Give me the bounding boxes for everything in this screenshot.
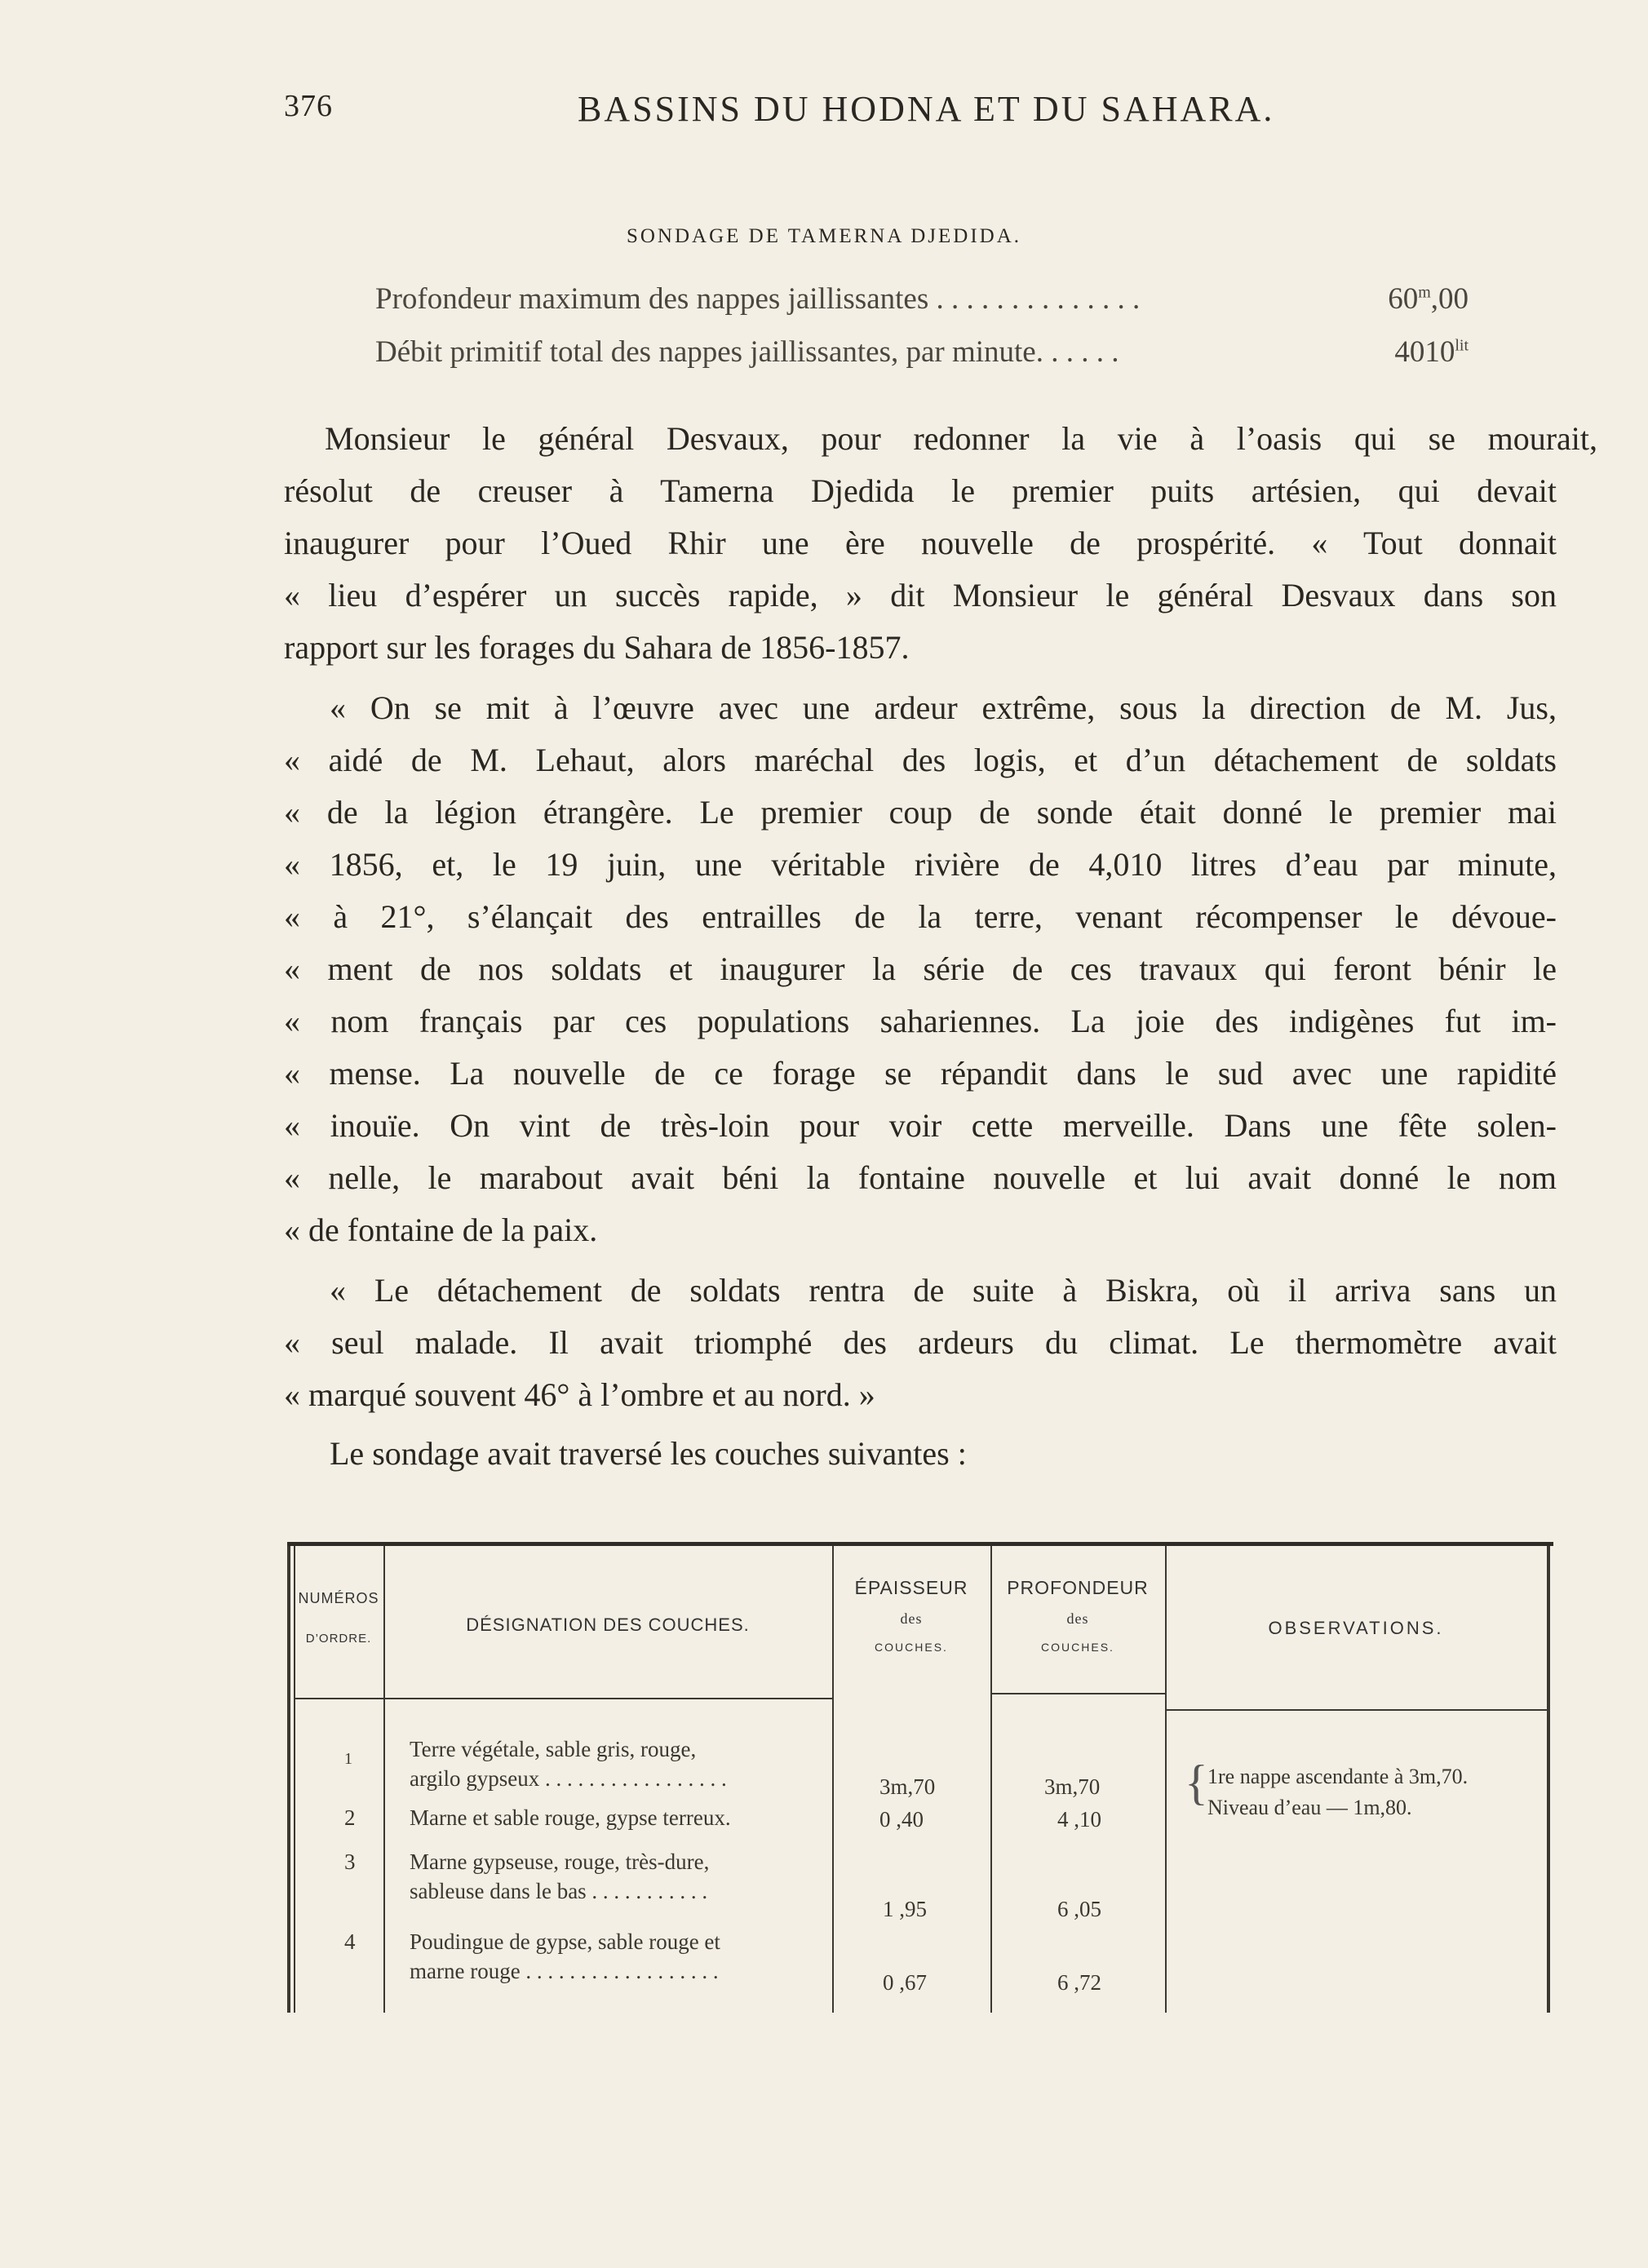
row-number: 4 (344, 1929, 356, 1954)
table-rule (287, 1546, 290, 2013)
table-rule (990, 1693, 1167, 1694)
layer-thickness: 0 ,40 (879, 1807, 924, 1832)
text-line: « aidé de M. Lehaut, alors maréchal des logis, et d’un détachement de soldats (284, 742, 1557, 778)
layer-designation: Terre végétale, sable gris, rouge, (410, 1737, 697, 1761)
text-line: « 1856, et, le 19 juin, une véritable rivière de 4,010 litres d’eau par minute, (284, 846, 1557, 883)
spec-value: $4010^{lit}$ (1394, 335, 1469, 369)
running-title: BASSINS DU HODNA ET DU SAHARA. (578, 89, 1275, 129)
header-numeros: NUMÉROS D’ORDRE. (298, 1590, 379, 1646)
observation-line: Niveau d’eau — 1m,80. (1207, 1796, 1412, 1819)
text-line: Monsieur le général Desvaux, pour redonner la vie à l’oasis qui se mourait, (325, 420, 1597, 457)
text-line: « seul malade. Il avait triomphé des ardeurs du climat. Le thermomètre avait (284, 1324, 1557, 1361)
layer-designation: Poudingue de gypse, sable rouge et (410, 1929, 720, 1954)
spec-line-flow (375, 334, 1469, 375)
row-number: 2 (344, 1805, 356, 1830)
table-rule (1165, 1709, 1548, 1711)
header-designation: DÉSIGNATION DES COUCHES. (466, 1615, 750, 1635)
text-line: « à 21°, s’élançait des entrailles de la terre, venant récompenser le dévoue- (284, 898, 1557, 935)
brace-glyph: { (1185, 1756, 1208, 1810)
text-line: « Le détachement de soldats rentra de suite à Biskra, où il arriva sans un (330, 1272, 1557, 1309)
layer-depth: 6 ,05 (1057, 1897, 1101, 1921)
layer-designation: sableuse dans le bas . . . . . . . . . . . (410, 1879, 708, 1903)
running-head (284, 88, 1557, 137)
table-rule (1547, 1546, 1550, 2013)
observation-line: 1re nappe ascendante à 3m,70. (1207, 1765, 1469, 1788)
layer-designation: Marne et sable rouge, gypse terreux. (410, 1805, 731, 1830)
header-epaisseur: ÉPAISSEUR des COUCHES. (854, 1577, 968, 1654)
text-line: rapport sur les forages du Sahara de 1856-1857. (284, 629, 910, 666)
spec-label: Profondeur maximum des nappes jaillissantes . . . . . . . . . . . . . . (375, 282, 1141, 316)
layer-thickness: 1 ,95 (883, 1897, 927, 1921)
text-line: « mense. La nouvelle de ce forage se répandit dans le sud avec une rapidité (284, 1055, 1557, 1092)
layer-designation: argilo gypseux . . . . . . . . . . . . . . . . . (410, 1766, 727, 1791)
text-line: « marqué souvent 46° à l’ombre et au nord. » (284, 1376, 875, 1413)
page-number: 376 (284, 89, 333, 123)
spec-label: Débit primitif total des nappes jaillissantes, par minute. . . . . . (375, 335, 1119, 369)
header-profondeur: PROFONDEUR des COUCHES. (1007, 1577, 1149, 1654)
text-line: « de la légion étrangère. Le premier coup de sonde était donné le premier mai (284, 794, 1557, 831)
table-rule (294, 1698, 385, 1699)
table-rule (1165, 1546, 1167, 2013)
layer-depth: 6 ,72 (1057, 1970, 1101, 1995)
text-line: « ment de nos soldats et inaugurer la série de ces travaux qui feront bénir le (284, 950, 1557, 987)
text-line: résolut de creuser à Tamerna Djedida le premier puits artésien, qui devait (284, 472, 1557, 509)
text-line: inaugurer pour l’Oued Rhir une ère nouvelle de prospérité. « Tout donnait (284, 525, 1557, 561)
layer-depth: 3m,70 (1044, 1774, 1101, 1799)
layer-thickness: 3m,70 (879, 1774, 936, 1799)
text-line: « On se mit à l’œuvre avec une ardeur extrême, sous la direction de M. Jus, (330, 689, 1557, 726)
row-number: 3 (344, 1849, 356, 1874)
layer-thickness: 0 ,67 (883, 1970, 927, 1995)
row-number: 1 (344, 1750, 352, 1768)
table-rule (383, 1698, 834, 1699)
strata-table (287, 1542, 1553, 2013)
spec-line-depth (375, 281, 1469, 322)
section-title: SONDAGE DE TAMERNA DJEDIDA. (626, 225, 1022, 247)
layer-designation: marne rouge . . . . . . . . . . . . . . . . . . (410, 1959, 719, 1983)
text-line: « lieu d’espérer un succès rapide, » dit Monsieur le général Desvaux dans son (284, 577, 1557, 614)
text-line: Le sondage avait traversé les couches suivantes : (330, 1435, 967, 1472)
layer-depth: 4 ,10 (1057, 1807, 1101, 1832)
text-line: « inouïe. On vint de très-loin pour voir cette merveille. Dans une fête solen- (284, 1107, 1557, 1144)
header-observations: OBSERVATIONS. (1268, 1618, 1444, 1638)
text-line: « nom français par ces populations sahariennes. La joie des indigènes fut im- (284, 1003, 1557, 1039)
text-line: « de fontaine de la paix. (284, 1212, 598, 1248)
layer-designation: Marne gypseuse, rouge, très-dure, (410, 1849, 710, 1874)
spec-value: 60$^m$,00 (1388, 282, 1469, 316)
text-line: « nelle, le marabout avait béni la fontaine nouvelle et lui avait donné le nom (284, 1159, 1557, 1196)
